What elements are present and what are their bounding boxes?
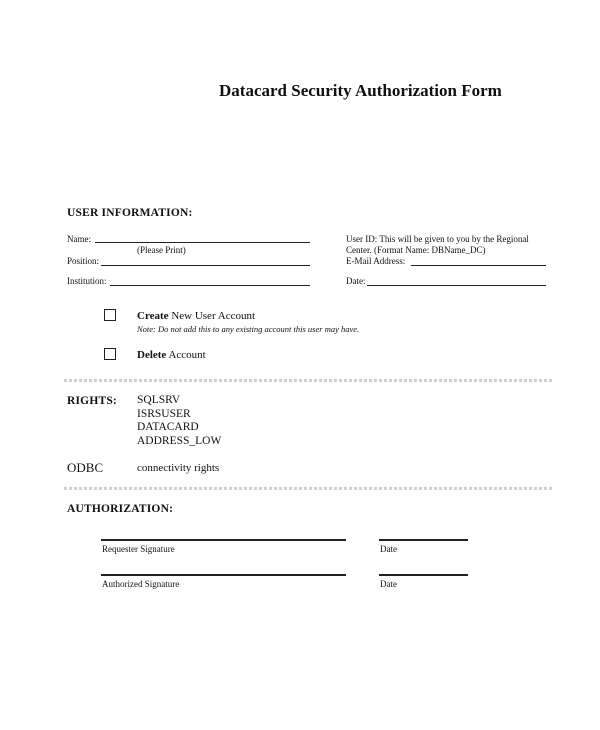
date-label: Date:: [346, 276, 366, 286]
authorized-date-field[interactable]: [379, 574, 468, 576]
section-divider: [64, 487, 554, 490]
name-label: Name:: [67, 234, 91, 244]
requester-signature-label: Requester Signature: [102, 544, 175, 554]
rights-item: SQLSRV: [137, 394, 181, 406]
user-id-format-text: Center. (Format Name: DBName_DC): [346, 245, 486, 255]
institution-label: Institution:: [67, 276, 107, 286]
user-information-heading: USER INFORMATION:: [67, 207, 193, 219]
authorized-signature-field[interactable]: [101, 574, 346, 576]
user-id-text: User ID: This will be given to you by the Regional: [346, 234, 529, 244]
odbc-value: connectivity rights: [137, 462, 220, 474]
delete-rest-text: Account: [166, 349, 206, 361]
date-field[interactable]: [367, 285, 546, 286]
requester-signature-field[interactable]: [101, 539, 346, 541]
institution-field[interactable]: [110, 285, 310, 286]
create-note: Note: Do not add this to any existing account this user may have.: [137, 324, 360, 334]
authorized-signature-label: Authorized Signature: [102, 579, 180, 589]
rights-list: [137, 394, 221, 448]
name-field[interactable]: [95, 242, 310, 243]
delete-account-label: [137, 349, 206, 361]
requester-date-label: Date: [380, 544, 397, 554]
authorization-heading: AUTHORIZATION:: [67, 503, 174, 515]
section-divider: [64, 379, 554, 382]
delete-account-checkbox[interactable]: [104, 348, 116, 360]
create-account-checkbox[interactable]: [104, 309, 116, 321]
create-rest-text: New User Account: [168, 310, 256, 322]
email-label: E-Mail Address:: [346, 256, 406, 266]
position-field[interactable]: [101, 265, 310, 266]
create-account-label: [137, 310, 255, 322]
rights-heading: RIGHTS:: [67, 395, 117, 407]
position-label: Position:: [67, 256, 100, 266]
rights-item: DATACARD: [137, 421, 199, 433]
rights-item: ISRSUSER: [137, 407, 191, 420]
create-bold-text: Create: [137, 310, 169, 322]
odbc-label: ODBC: [67, 460, 104, 475]
email-field[interactable]: [411, 265, 546, 266]
authorized-date-label: Date: [380, 579, 397, 589]
requester-date-field[interactable]: [379, 539, 468, 541]
form-title: Datacard Security Authorization Form: [219, 81, 502, 100]
rights-item: ADDRESS_LOW: [137, 434, 222, 447]
delete-bold-text: Delete: [137, 349, 167, 361]
please-print-hint: (Please Print): [137, 245, 186, 255]
